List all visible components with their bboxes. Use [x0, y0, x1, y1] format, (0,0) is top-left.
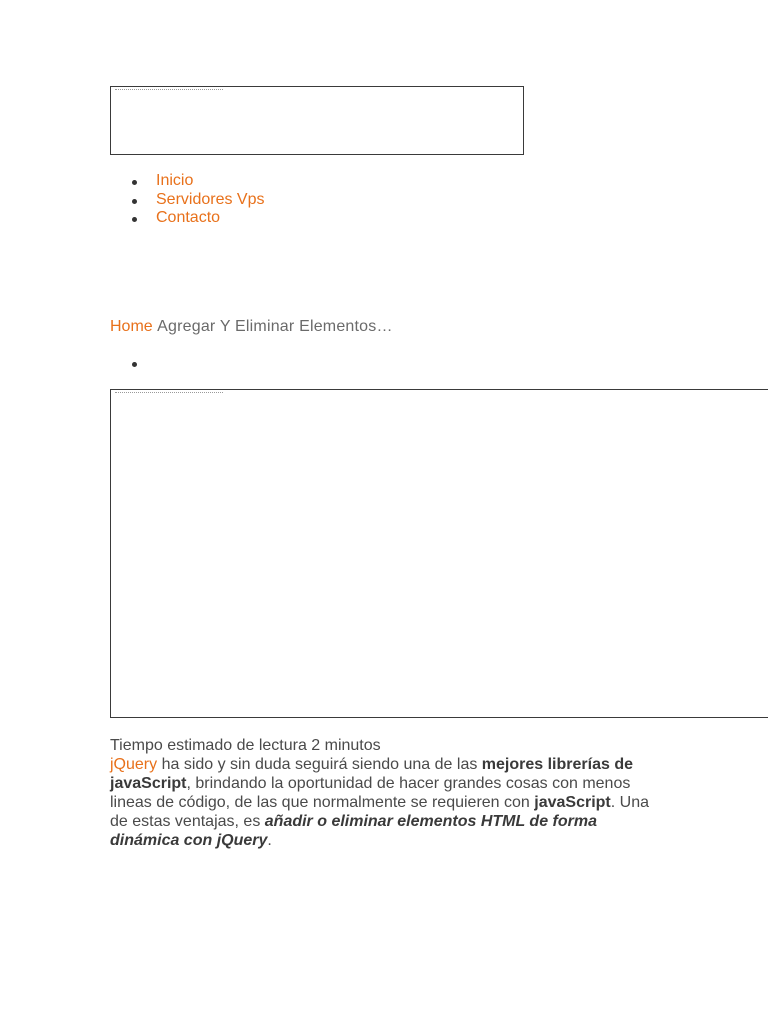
intro-text-4: .: [267, 832, 272, 849]
featured-media-frame: [110, 389, 768, 718]
intro-bold-1: mejores librerías de javaScript: [110, 756, 633, 792]
article-intro-paragraph: [110, 755, 670, 850]
reading-time: Tiempo estimado de lectura 2 minutos: [110, 737, 381, 754]
intro-bold-2: javaScript: [534, 794, 611, 811]
nav-item-contacto: [132, 209, 265, 228]
empty-list-bullet: [132, 362, 137, 367]
intro-text-2: , brindando la oportunidad de hacer grandes cosas con menos lineas de código, de las que normalmente se requieren con: [110, 775, 631, 811]
jquery-link[interactable]: jQuery: [110, 756, 158, 773]
breadcrumb-current: Agregar Y Eliminar Elementos…: [157, 318, 393, 335]
article-content: [110, 736, 670, 850]
breadcrumb-home-link[interactable]: Home: [110, 318, 153, 335]
intro-text-1: ha sido y sin duda seguirá siendo una de las: [157, 756, 482, 773]
main-nav: [132, 172, 265, 228]
header-logo-frame: [110, 86, 524, 155]
nav-link-inicio[interactable]: Inicio: [156, 172, 194, 189]
nav-item-inicio: [132, 172, 265, 191]
nav-link-contacto[interactable]: Contacto: [156, 209, 221, 226]
breadcrumb: [110, 317, 393, 337]
media-placeholder-text: [115, 392, 223, 394]
nav-item-servidores-vps: [132, 191, 265, 210]
intro-text-3: . Una de estas ventajas, es: [110, 794, 649, 830]
nav-link-servidores-vps[interactable]: Servidores Vps: [156, 190, 265, 208]
intro-emphasis: añadir o eliminar elementos HTML de forma dinámica con jQuery: [110, 813, 597, 849]
logo-placeholder-text: [115, 89, 223, 91]
